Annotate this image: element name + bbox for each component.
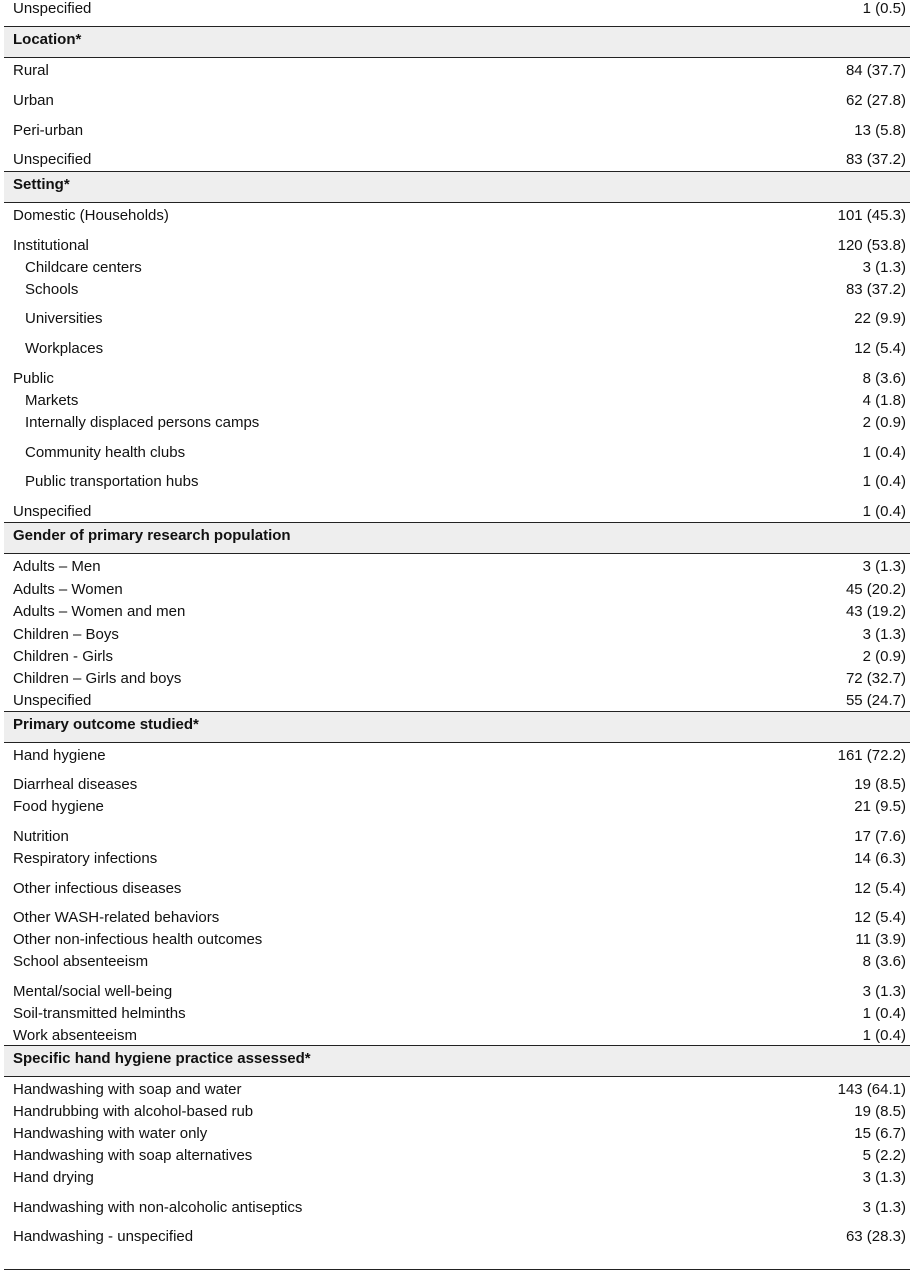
table-row <box>4 670 910 692</box>
table-row <box>4 603 910 626</box>
row-label: Domestic (Households) <box>13 207 169 224</box>
table-row <box>4 1103 910 1125</box>
table-row <box>4 92 910 122</box>
row-label: Adults – Men <box>13 558 101 575</box>
row-value: 12 (5.4) <box>854 880 906 897</box>
table-row <box>4 473 910 503</box>
row-label: Public <box>13 370 54 387</box>
row-label: Hand drying <box>13 1169 94 1186</box>
table-row <box>4 747 910 776</box>
row-label: Unspecified <box>13 503 92 520</box>
row-label: Handwashing with water only <box>13 1125 208 1142</box>
row-label: Universities <box>25 310 103 327</box>
row-label: Children – Girls and boys <box>13 670 182 687</box>
row-value: 1 (0.4) <box>862 473 906 490</box>
row-value: 72 (32.7) <box>845 670 906 687</box>
row-label: School absenteeism <box>13 953 149 970</box>
table-row <box>4 931 910 953</box>
row-label: Adults – Women <box>13 581 123 598</box>
table-row <box>4 880 910 909</box>
table-bottom-rule <box>4 1269 910 1270</box>
row-label: Community health clubs <box>25 444 186 461</box>
row-value: 3 (1.3) <box>862 1199 906 1216</box>
row-label: Food hygiene <box>13 798 104 815</box>
row-label: Hand hygiene <box>13 747 106 764</box>
row-value: 12 (5.4) <box>854 909 906 926</box>
table-row <box>4 1125 910 1147</box>
table-row <box>4 1027 910 1045</box>
table-row <box>4 237 910 259</box>
row-label: Other WASH-related behaviors <box>13 909 220 926</box>
section-header: Specific hand hygiene practice assessed* <box>4 1045 910 1077</box>
row-label: Childcare centers <box>25 259 142 276</box>
row-label: Unspecified <box>13 692 92 709</box>
row-value: 5 (2.2) <box>862 1147 906 1164</box>
row-label: Other infectious diseases <box>13 880 182 897</box>
row-label: Handwashing with non-alcoholic antiseptics <box>13 1199 303 1216</box>
row-value: 1 (0.4) <box>862 503 906 520</box>
table-row <box>4 558 910 581</box>
row-label: Urban <box>13 92 54 109</box>
row-value: 8 (3.6) <box>862 953 906 970</box>
table-row <box>4 340 910 370</box>
row-value: 3 (1.3) <box>862 1169 906 1186</box>
table-row <box>4 281 910 310</box>
row-value: 63 (28.3) <box>845 1228 906 1245</box>
table-row <box>4 909 910 931</box>
table-row <box>4 310 910 340</box>
row-value: 55 (24.7) <box>845 692 906 709</box>
table-row <box>4 953 910 983</box>
row-label: Public transportation hubs <box>25 473 199 490</box>
row-label: Soil-transmitted helminths <box>13 1005 186 1022</box>
row-value: 83 (37.2) <box>845 281 906 298</box>
table-row <box>4 151 910 171</box>
table-row <box>4 1005 910 1027</box>
row-label: Unspecified <box>13 0 92 17</box>
table-row <box>4 1199 910 1228</box>
table-row <box>4 1169 910 1199</box>
row-label: Children - Girls <box>13 648 114 665</box>
table-row <box>4 828 910 850</box>
table-row <box>4 392 910 414</box>
row-value: 13 (5.8) <box>854 122 906 139</box>
row-value: 21 (9.5) <box>854 798 906 815</box>
row-value: 11 (3.9) <box>855 931 906 948</box>
row-label: Markets <box>25 392 79 409</box>
table-row <box>4 1228 910 1248</box>
row-label: Workplaces <box>25 340 104 357</box>
row-value: 45 (20.2) <box>845 581 906 598</box>
table-row <box>4 0 910 26</box>
table-row <box>4 798 910 828</box>
row-value: 1 (0.4) <box>862 1005 906 1022</box>
section-header: Setting* <box>4 171 910 203</box>
row-label: Schools <box>25 281 79 298</box>
row-value: 83 (37.2) <box>845 151 906 168</box>
row-label: Rural <box>13 62 49 79</box>
row-label: Handrubbing with alcohol-based rub <box>13 1103 254 1120</box>
table-sections <box>4 26 910 1248</box>
row-value: 3 (1.3) <box>862 983 906 1000</box>
table-row <box>4 370 910 392</box>
table-row <box>4 983 910 1005</box>
table-row <box>4 414 910 444</box>
table-row <box>4 1081 910 1103</box>
row-value: 14 (6.3) <box>854 850 906 867</box>
row-label: Mental/social well-being <box>13 983 173 1000</box>
row-value: 62 (27.8) <box>845 92 906 109</box>
table-row <box>4 850 910 880</box>
row-value: 101 (45.3) <box>837 207 906 224</box>
row-value: 1 (0.4) <box>862 444 906 461</box>
table-row <box>4 1147 910 1169</box>
table-row <box>4 207 910 237</box>
section-header: Location* <box>4 26 910 58</box>
table-row <box>4 62 910 92</box>
row-label: Unspecified <box>13 151 92 168</box>
row-value: 17 (7.6) <box>854 828 906 845</box>
row-value: 120 (53.8) <box>837 237 906 254</box>
table-row <box>4 503 910 522</box>
row-value: 3 (1.3) <box>862 626 906 643</box>
row-label: Handwashing - unspecified <box>13 1228 194 1245</box>
row-value: 19 (8.5) <box>854 776 906 793</box>
row-value: 12 (5.4) <box>854 340 906 357</box>
row-value: 3 (1.3) <box>862 259 906 276</box>
row-value: 2 (0.9) <box>862 648 906 665</box>
row-label: Handwashing with soap alternatives <box>13 1147 253 1164</box>
row-label: Diarrheal diseases <box>13 776 138 793</box>
row-value: 4 (1.8) <box>862 392 906 409</box>
table-row <box>4 692 910 711</box>
row-value: 43 (19.2) <box>845 603 906 620</box>
table-row <box>4 776 910 798</box>
table-row <box>4 444 910 473</box>
row-value: 1 (0.4) <box>862 1027 906 1044</box>
row-value: 1 (0.5) <box>862 0 906 17</box>
row-value: 22 (9.9) <box>854 310 906 327</box>
row-label: Nutrition <box>13 828 69 845</box>
row-value: 143 (64.1) <box>837 1081 906 1098</box>
row-label: Respiratory infections <box>13 850 158 867</box>
row-value: 15 (6.7) <box>854 1125 906 1142</box>
row-label: Other non-infectious health outcomes <box>13 931 263 948</box>
row-label: Children – Boys <box>13 626 119 643</box>
table-row <box>4 259 910 281</box>
row-label: Adults – Women and men <box>13 603 186 620</box>
row-label: Work absenteeism <box>13 1027 137 1044</box>
row-value: 84 (37.7) <box>845 62 906 79</box>
table-row <box>4 648 910 670</box>
data-table <box>4 0 910 1248</box>
row-value: 19 (8.5) <box>854 1103 906 1120</box>
section-header: Primary outcome studied* <box>4 711 910 743</box>
table-row <box>4 581 910 603</box>
row-label: Institutional <box>13 237 89 254</box>
table-row <box>4 122 910 151</box>
row-label: Peri-urban <box>13 122 84 139</box>
row-value: 3 (1.3) <box>862 558 906 575</box>
table-row <box>4 626 910 648</box>
row-value: 2 (0.9) <box>862 414 906 431</box>
row-label: Internally displaced persons camps <box>25 414 260 431</box>
row-value: 161 (72.2) <box>837 747 906 764</box>
row-value: 8 (3.6) <box>862 370 906 387</box>
row-label: Handwashing with soap and water <box>13 1081 242 1098</box>
section-header: Gender of primary research population <box>4 522 910 554</box>
